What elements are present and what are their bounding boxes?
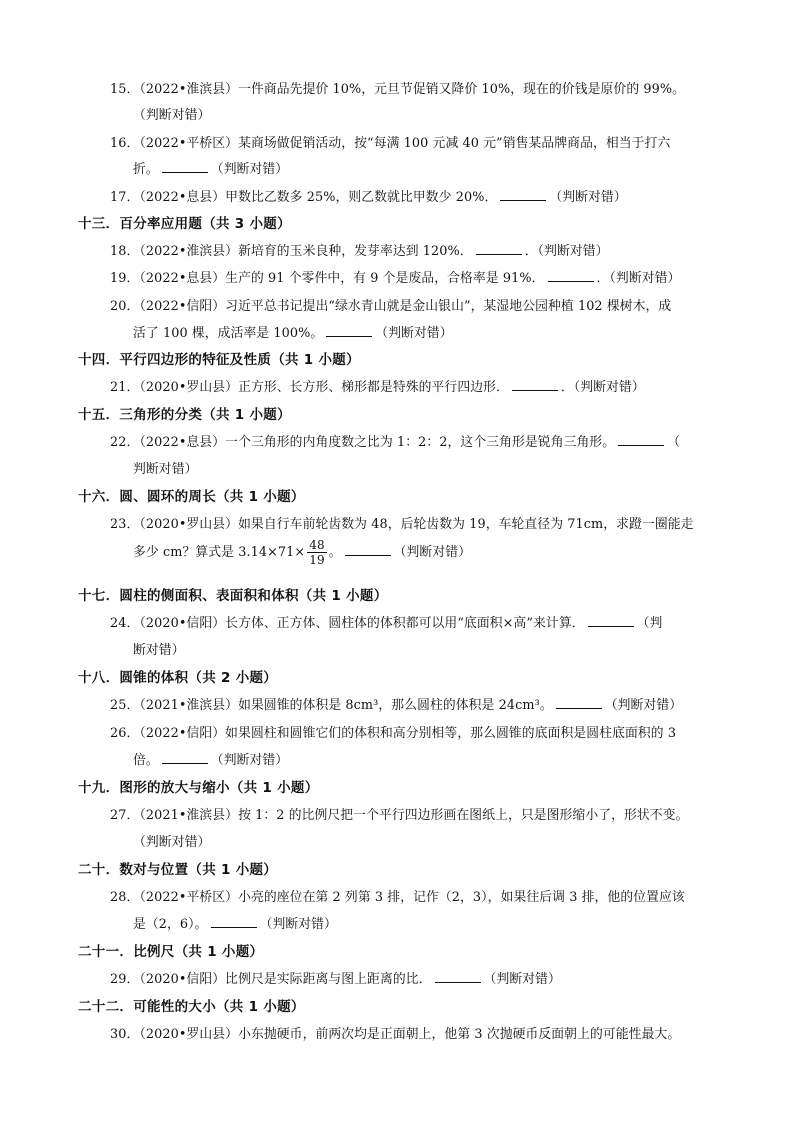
question-20-suffix: （判断对错） <box>375 326 453 341</box>
question-26-suffix: （判断对错） <box>210 753 289 768</box>
question-28-line-1: 28．（2022•平桥区）小亮的座位在第 2 列第 3 排，记作（2，3），如果往后调 3 排，他的位置应该 <box>110 890 685 905</box>
question-22-line-2: 判断对错） <box>133 462 198 477</box>
question-21-text: 21．（2020•罗山县）正方形、长方形、梯形都是特殊的平行四边形． <box>110 380 509 395</box>
answer-blank[interactable] <box>435 972 481 983</box>
question-23-text: 多少 cm？算式是 3.14×71× <box>133 545 306 560</box>
fraction-numerator: 48 <box>309 538 325 552</box>
section-heading-20: 二十．数对与位置（共 1 小题） <box>78 862 278 878</box>
question-25 <box>110 694 682 713</box>
question-19 <box>110 267 680 286</box>
fraction-denominator: 19 <box>309 553 325 567</box>
question-30: 30．（2020•罗山县）小东抛硬币，前两次均是正面朝上，他第 3 次抛硬币反面朝上的可能性最大。 <box>110 1027 681 1042</box>
question-24-line-2: 断对错） <box>133 643 185 658</box>
answer-blank[interactable] <box>326 326 372 337</box>
section-heading-17: 十七．圆柱的侧面积、表面积和体积（共 1 小题） <box>78 588 388 604</box>
section-heading-19: 十九．图形的放大与缩小（共 1 小题） <box>78 780 319 796</box>
question-20-text: 活了 100 棵，成活率是 100%。 <box>133 326 324 341</box>
question-27-line-1: 27．（2021•淮滨县）按 1：2 的比例尺把一个平行四边形画在图纸上，只是图形缩小了，形状不变。 <box>110 808 689 823</box>
question-16-line-2 <box>133 158 288 177</box>
fraction-48-over-19 <box>307 538 326 567</box>
question-22-text: 22．（2022•息县）一个三角形的内角度数之比为 1：2：2，这个三角形是锐角三角形。 <box>110 435 616 450</box>
answer-blank[interactable] <box>211 917 257 928</box>
question-23-suffix: （判断对错） <box>393 545 472 560</box>
answer-blank[interactable] <box>500 190 546 201</box>
question-20-line-1: 20．（2022•信阳）习近平总书记提出“绿水青山就是金山银山”，某湿地公园种植 102 棵树木，成 <box>110 299 672 314</box>
question-18-text: 18．（2022•淮滨县）新培育的玉米良种，发芽率达到 120%． <box>110 244 473 259</box>
question-28-suffix: （判断对错） <box>259 917 337 932</box>
question-29-suffix: （判断对错） <box>483 972 561 987</box>
answer-blank[interactable] <box>162 162 208 173</box>
question-22-suffix: （ <box>667 435 681 450</box>
question-17-text: 17．（2022•息县）甲数比乙数多 25%，则乙数就比甲数少 20%． <box>110 190 498 205</box>
question-28-line-2 <box>133 913 337 932</box>
question-19-text: 19．（2022•息县）生产的 91 个零件中，有 9 个是废品，合格率是 91%． <box>110 271 545 286</box>
question-17 <box>110 186 627 205</box>
question-24-suffix: （判 <box>636 616 663 631</box>
question-19-suffix: ．（判断对错） <box>596 271 681 286</box>
question-25-suffix: （判断对错） <box>604 698 683 713</box>
question-18-suffix: ．（判断对错） <box>524 244 609 259</box>
question-21 <box>110 376 645 395</box>
question-16-line-1: 16．（2022•平桥区）某商场做促销活动，按“每满 100 元减 40 元”销售某品牌商品，相当于打六 <box>110 136 671 151</box>
section-heading-16: 十六．圆、圆环的周长（共 1 小题） <box>78 489 305 505</box>
answer-blank[interactable] <box>476 244 522 255</box>
question-17-suffix: （判断对错） <box>549 190 627 205</box>
question-23-line-2 <box>133 538 471 567</box>
answer-blank[interactable] <box>548 271 594 282</box>
answer-blank[interactable] <box>618 435 664 446</box>
question-15-line-1: 15．（2022•淮滨县）一件商品先提价 10%，元旦节促销又降价 10%，现在的价钱是原价的 99%。 <box>110 82 686 97</box>
question-24-text: 24．（2020•信阳）长方体、正方体、圆柱体的体积都可以用“底面积×高”来计算． <box>110 616 585 631</box>
question-21-suffix: ．（判断对错） <box>560 380 645 395</box>
section-heading-22: 二十二．可能性的大小（共 1 小题） <box>78 999 305 1015</box>
question-15-line-2: （判断对错） <box>133 108 211 123</box>
question-23-punct: 。 <box>328 545 342 560</box>
section-heading-13: 十三．百分率应用题（共 3 小题） <box>78 216 291 232</box>
question-16-text: 折。 <box>133 162 159 177</box>
question-23-line-1: 23．（2020•罗山县）如果自行车前轮齿数为 48，后轮齿数为 19，车轮直径为 71cm，求蹬一圈能走 <box>110 517 694 532</box>
question-26-text: 倍。 <box>133 753 159 768</box>
question-29 <box>110 968 561 987</box>
section-heading-18: 十八．圆锥的体积（共 2 小题） <box>78 670 278 686</box>
question-26-line-2 <box>133 749 288 768</box>
question-27-line-2: （判断对错） <box>133 835 211 850</box>
answer-blank[interactable] <box>588 616 634 627</box>
question-20-line-2 <box>133 322 453 341</box>
question-28-text: 是（2，6）。 <box>133 917 208 932</box>
answer-blank[interactable] <box>512 380 558 391</box>
section-heading-15: 十五．三角形的分类（共 1 小题） <box>78 407 291 423</box>
answer-blank[interactable] <box>556 698 602 709</box>
question-25-text: 25．（2021•淮滨县）如果圆锥的体积是 8cm³，那么圆柱的体积是 24cm³。 <box>110 698 553 713</box>
question-22-line-1 <box>110 431 680 450</box>
question-26-line-1: 26．（2022•信阳）如果圆柱和圆锥它们的体积和高分别相等，那么圆锥的底面积是圆柱底面积的 3 <box>110 726 677 741</box>
answer-blank[interactable] <box>345 545 391 556</box>
section-heading-21: 二十一．比例尺（共 1 小题） <box>78 944 264 960</box>
question-29-text: 29．（2020•信阳）比例尺是实际距离与图上距离的比． <box>110 972 432 987</box>
section-heading-14: 十四．平行四边形的特征及性质（共 1 小题） <box>78 352 360 368</box>
question-24-line-1 <box>110 612 662 631</box>
answer-blank[interactable] <box>162 753 208 764</box>
question-16-suffix: （判断对错） <box>210 162 289 177</box>
question-18 <box>110 240 609 259</box>
